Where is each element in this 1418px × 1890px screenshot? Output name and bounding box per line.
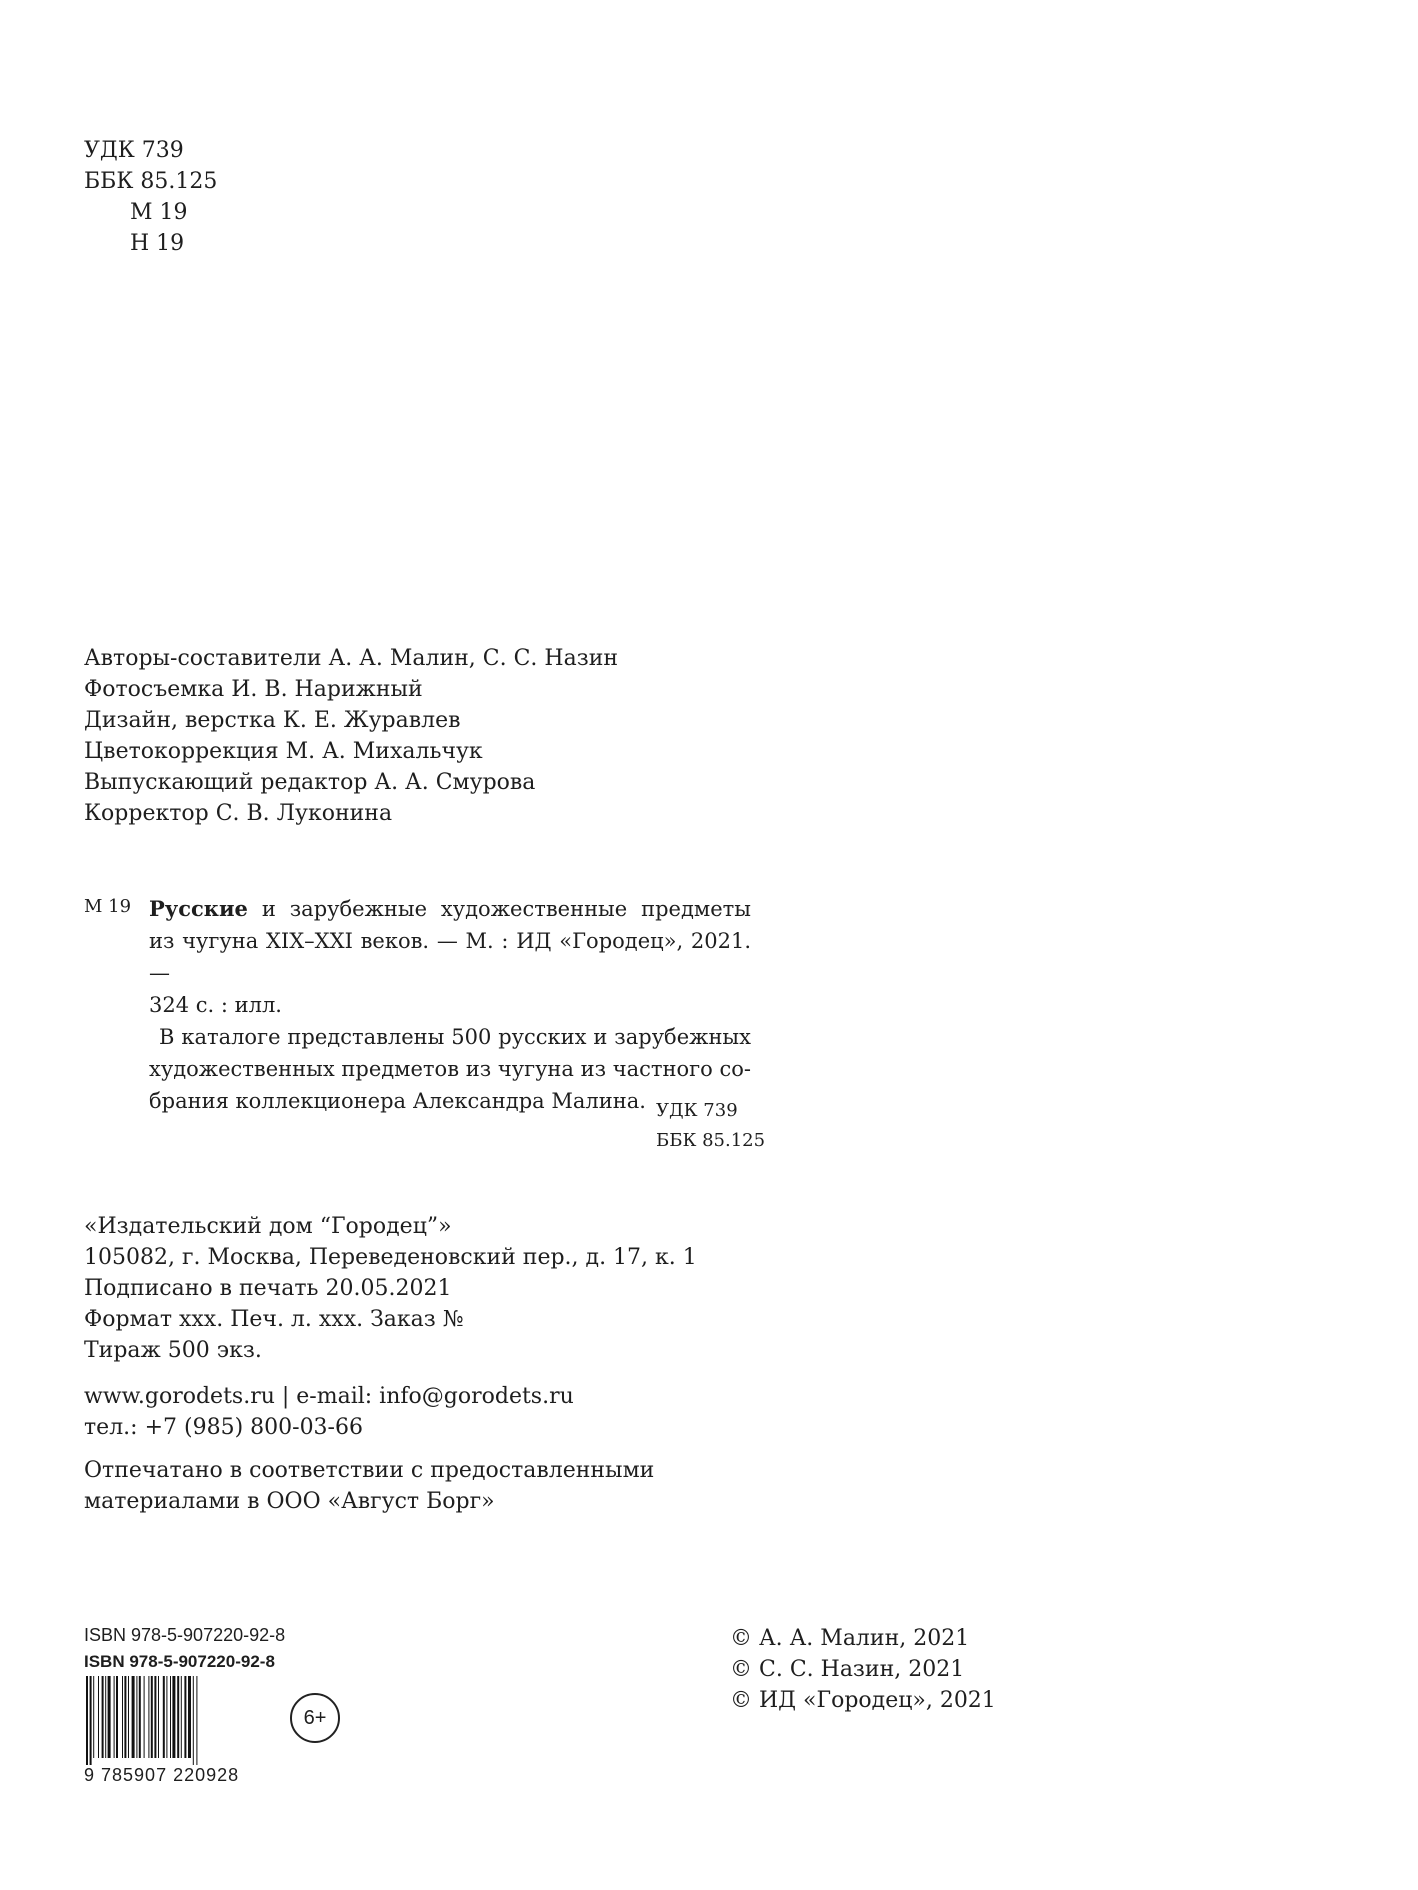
copyright-line: © С. С. Назин, 2021: [730, 1657, 965, 1682]
bbk-code: ББК 85.125: [84, 169, 218, 194]
credit-line: Дизайн, верстка К. Е. Журавлев: [84, 708, 461, 733]
barcode-number: 9 785907 220928: [84, 1765, 240, 1785]
phone: тел.: +7 (985) 800-03-66: [84, 1415, 363, 1440]
barcode-bar: [128, 1676, 129, 1758]
barcode-bar: [188, 1676, 191, 1758]
abstract-line: художественных предметов из чугуна из частного со-: [149, 1057, 751, 1081]
barcode-bar: [136, 1676, 137, 1758]
credit-line: Корректор С. В. Луконина: [84, 801, 393, 826]
bib-title-rest: и зарубежные художественные предметы: [261, 897, 751, 921]
copyright-line: © А. А. Малин, 2021: [730, 1626, 970, 1651]
age-rating-badge: 6+: [290, 1693, 340, 1743]
isbn-barcode-label: ISBN 978-5-907220-92-8: [84, 1652, 275, 1671]
web-email: www.gorodets.ru | e-mail: info@gorodets.ru: [84, 1384, 574, 1409]
printing-line: материалами в ООО «Август Борг»: [84, 1489, 495, 1514]
copyright-line: © ИД «Городец», 2021: [730, 1688, 996, 1713]
barcode-image: [84, 1676, 270, 1765]
bib-bbk: ББК 85.125: [656, 1130, 766, 1151]
barcode-bar: [139, 1676, 141, 1758]
barcode-bar: [98, 1676, 99, 1758]
bibliographic-codes: [656, 1096, 765, 1156]
barcode-bar: [102, 1676, 104, 1758]
barcode-bar: [108, 1676, 111, 1758]
barcode-bar: [105, 1676, 106, 1758]
classification-codes: [84, 135, 217, 259]
bib-udk: УДК 739: [656, 1100, 738, 1121]
contacts: [84, 1381, 574, 1443]
credits-list: [84, 643, 618, 829]
bibliographic-description: [149, 893, 751, 1117]
publisher-line: Формат ххх. Печ. л. ххх. Заказ №: [84, 1307, 464, 1332]
barcode-bar: [158, 1676, 159, 1758]
udk-code: УДК 739: [84, 138, 184, 163]
barcode-bar: [116, 1676, 118, 1758]
bibliographic-code: М 19: [84, 896, 132, 917]
barcode-bar: [172, 1676, 175, 1758]
publisher-line: «Издательский дом “Городец”»: [84, 1214, 452, 1239]
bib-line: из чугуна XIX–XXI веков. — М. : ИД «Городец», 2021. —: [149, 929, 751, 985]
barcode-bar: [86, 1676, 88, 1765]
publisher-line: Тираж 500 экз.: [84, 1338, 262, 1363]
isbn-text: ISBN 978-5-907220-92-8: [84, 1625, 286, 1645]
abstract-line: брания коллекционера Александра Малина.: [149, 1089, 646, 1113]
author-sign: Н 19: [130, 231, 185, 256]
credit-line: Выпускающий редактор А. А. Смурова: [84, 770, 536, 795]
barcode-bar: [151, 1676, 153, 1758]
credit-line: Авторы-составители А. А. Малин, С. С. Назин: [84, 646, 619, 671]
credit-line: Фотосъемка И. В. Нарижный: [84, 677, 423, 702]
credit-line: Цветокоррекция М. А. Михальчук: [84, 739, 483, 764]
barcode-bar: [90, 1676, 92, 1765]
barcode-bar: [132, 1676, 135, 1758]
bib-line: 324 с. : илл.: [149, 993, 282, 1017]
author-sign: М 19: [130, 200, 188, 225]
barcode-bar: [166, 1676, 167, 1758]
bib-line: [149, 893, 751, 925]
publisher-info: [84, 1211, 697, 1366]
abstract-line: В каталоге представлены 500 русских и зарубежных: [159, 1025, 751, 1049]
bib-title-bold: Русские: [149, 896, 248, 921]
barcode-bar: [114, 1676, 115, 1758]
barcode-bar: [122, 1676, 123, 1758]
publisher-line: 105082, г. Москва, Переведеновский пер., д. 17, к. 1: [84, 1245, 697, 1270]
printing-line: Отпечатано в соответствии с предоставленными: [84, 1458, 655, 1483]
barcode-bar: [124, 1676, 126, 1758]
barcode-bar: [148, 1676, 149, 1758]
barcode-bar: [163, 1676, 165, 1758]
barcode-bar: [193, 1676, 194, 1765]
barcode-bar: [170, 1676, 171, 1758]
barcode-bar: [144, 1676, 145, 1758]
publisher-line: Подписано в печать 20.05.2021: [84, 1276, 452, 1301]
printing-note: [84, 1455, 654, 1517]
barcode-bar: [181, 1676, 182, 1758]
barcode-bar: [93, 1676, 94, 1758]
barcode-bar: [184, 1676, 186, 1758]
barcode-bar: [154, 1676, 156, 1758]
barcode-bar: [177, 1676, 179, 1758]
copyright-block: [730, 1623, 996, 1716]
barcode-bar: [196, 1676, 197, 1765]
